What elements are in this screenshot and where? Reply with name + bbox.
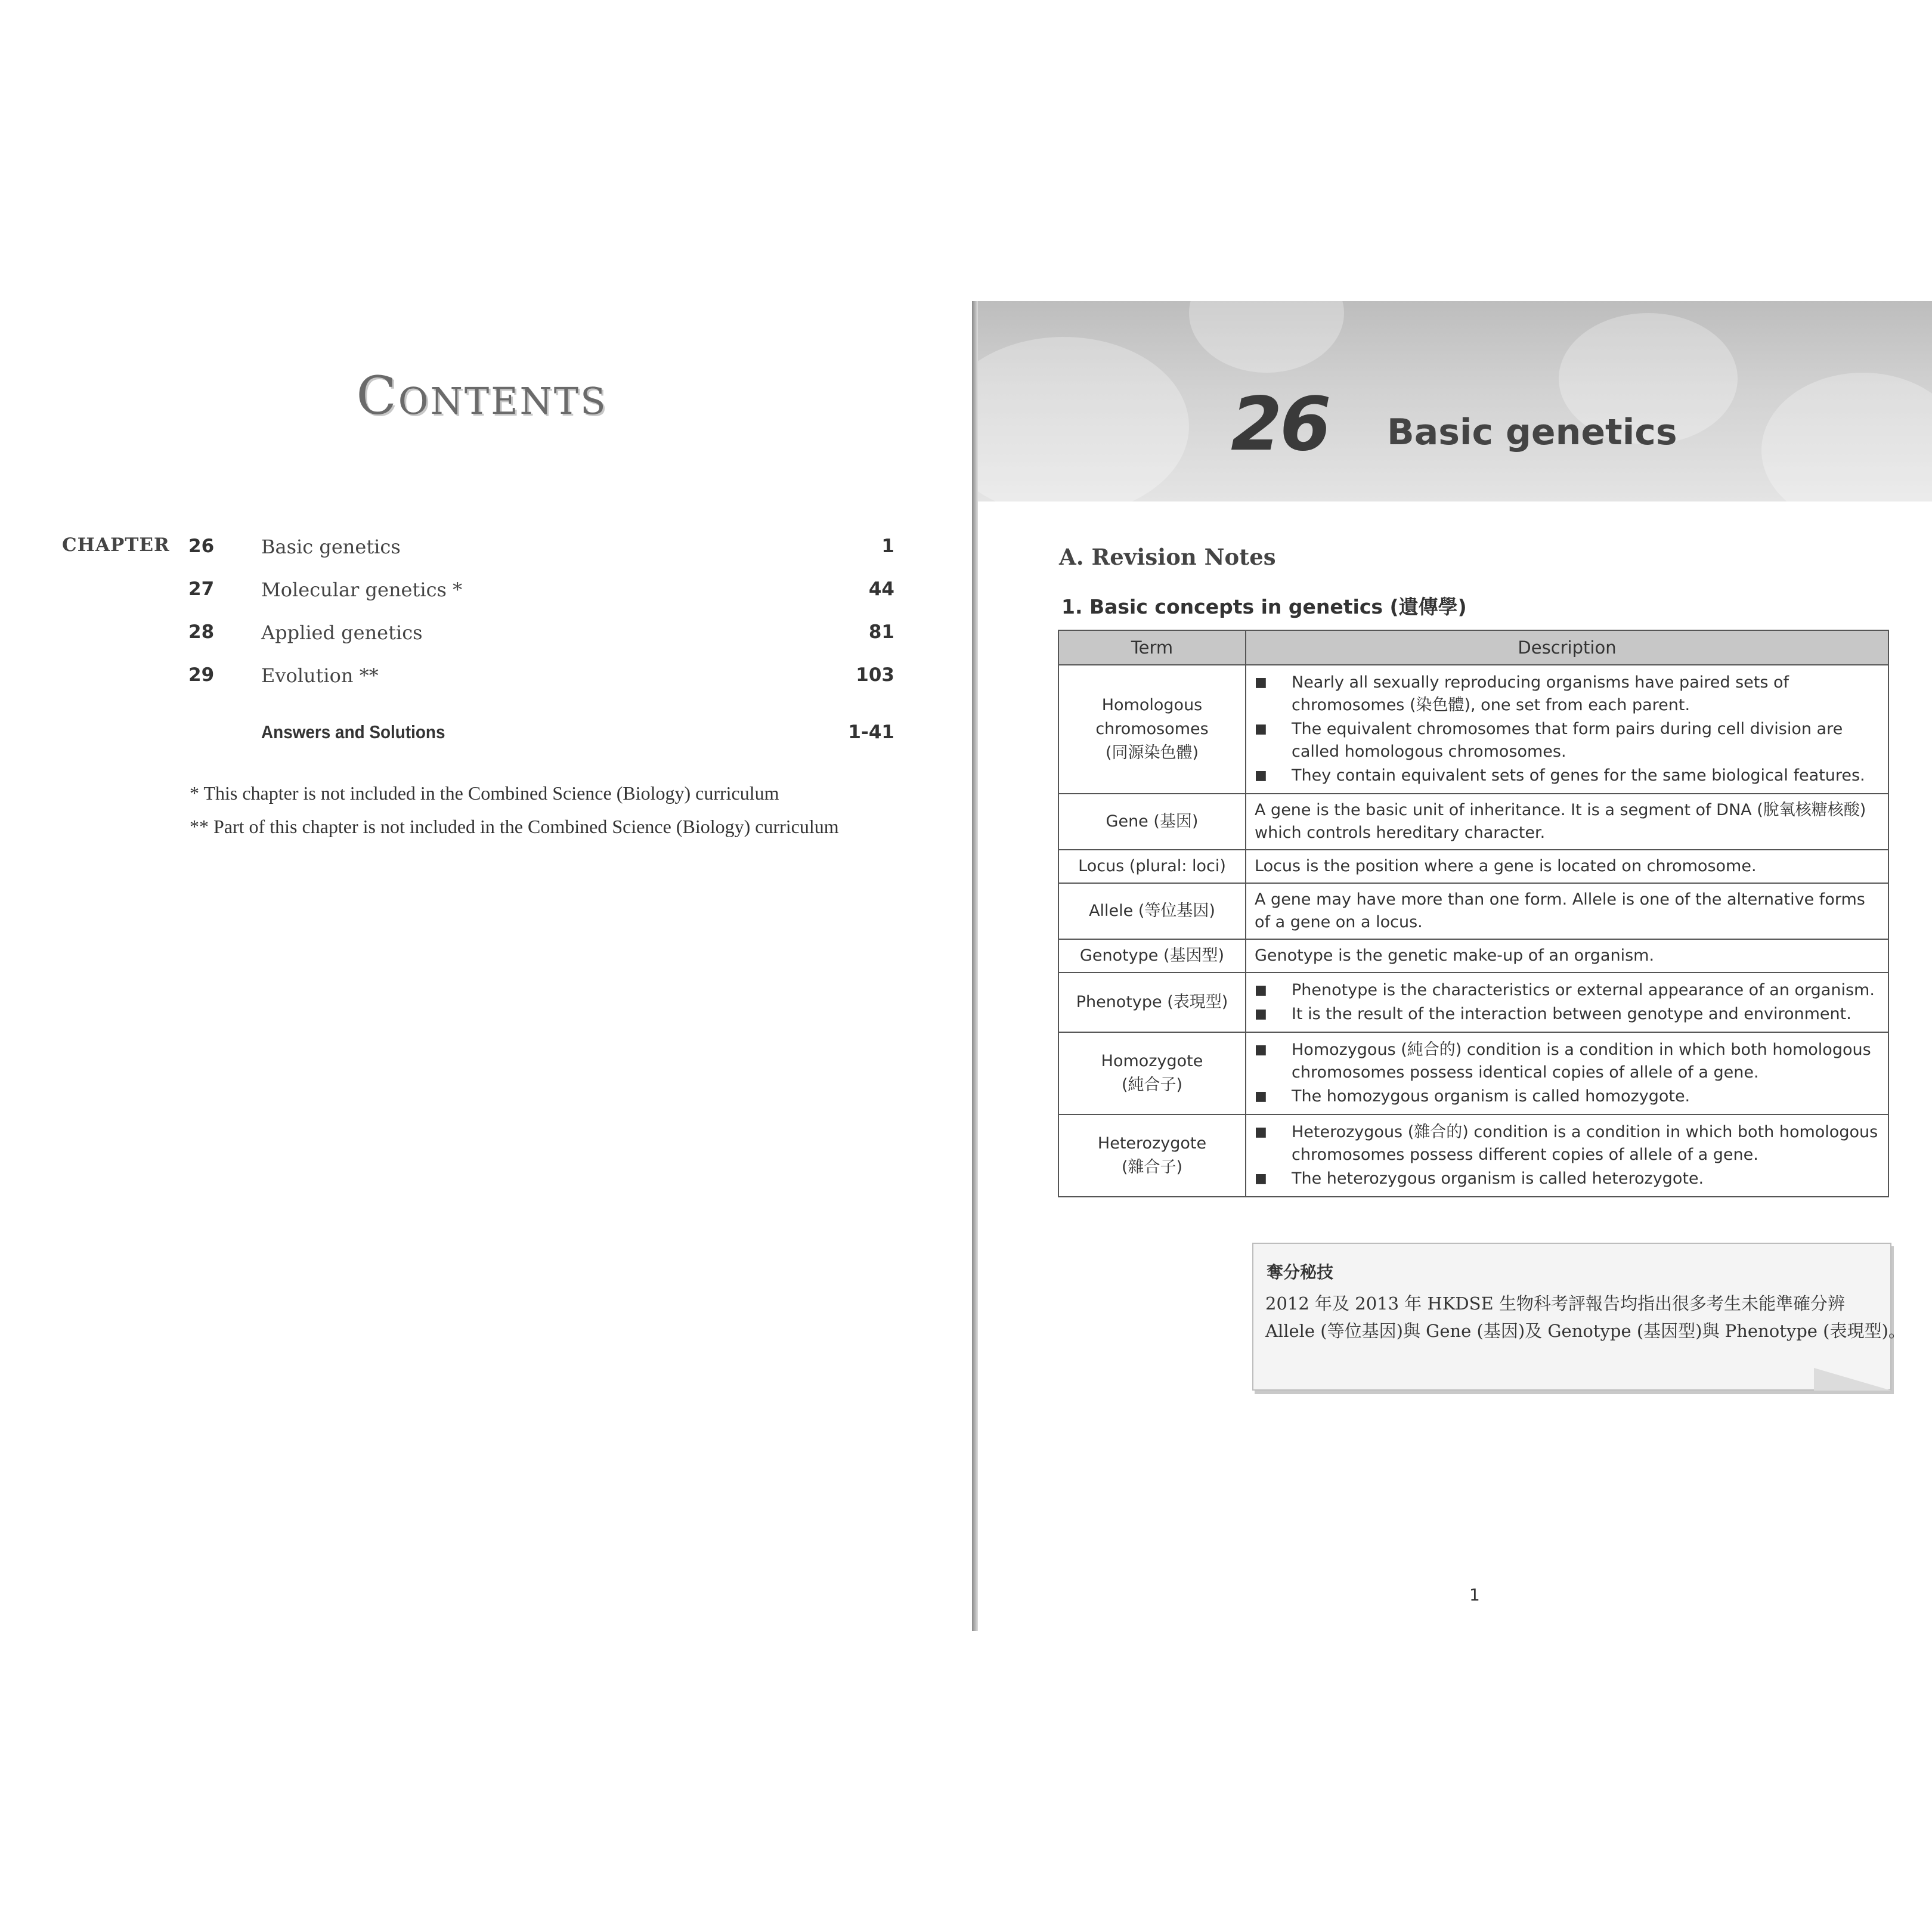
description-cell: Locus is the position where a gene is located on chromosome. xyxy=(1246,850,1888,883)
footnote-single-star: * This chapter is not included in the Combined Science (Biology) curriculum xyxy=(190,782,779,804)
bullet-item xyxy=(1255,1039,1880,1084)
bullet-text: Homozygous (純合的) condition is a condition in which both homologous chromosomes possess identical copies of allele of a gene. xyxy=(1292,1041,1871,1082)
bullet-text: The homozygous organism is called homozygote. xyxy=(1292,1087,1690,1106)
bullet-text: Heterozygous (雜合的) condition is a condition in which both homologous chromosomes possess different copies of allele of a gene. xyxy=(1292,1123,1878,1164)
tip-text-line: Allele (等位基因)與 Gene (基因)及 Genotype (基因型)與 Phenotype (表現型)。 xyxy=(1265,1321,1906,1341)
square-bullet-icon: ■ xyxy=(1255,1171,1267,1186)
tip-text-line: 2012 年及 2013 年 HKDSE 生物科考評報告均指出很多考生未能準確分辨 xyxy=(1265,1293,1845,1314)
term-cell xyxy=(1058,1114,1246,1197)
description-cell: A gene is the basic unit of inheritance. It is a segment of DNA (脫氧核糖核酸) which controls hereditary character. xyxy=(1246,794,1888,850)
bullet-text: Nearly all sexually reproducing organisms have paired sets of chromosomes (染色體), one set from each parent. xyxy=(1292,673,1789,714)
answers-and-solutions: Answers and Solutions xyxy=(261,722,445,742)
chapter-banner xyxy=(974,301,1932,501)
column-header-description: Description xyxy=(1246,630,1888,665)
footnote-double-star: ** Part of this chapter is not included in the Combined Science (Biology) curriculum xyxy=(190,816,839,837)
toc-row-26[interactable] xyxy=(0,535,972,565)
toc-name: Molecular genetics * xyxy=(261,578,463,601)
square-bullet-icon: ■ xyxy=(1255,1125,1267,1140)
toc-number: 28 xyxy=(188,621,215,643)
term-text: Locus (plural: loci) xyxy=(1078,857,1226,875)
description-cell: Genotype is the genetic make-up of an organism. xyxy=(1246,939,1888,973)
term-text: Phenotype (表現型) xyxy=(1076,993,1228,1011)
exam-tip-box xyxy=(1252,1243,1906,1391)
genetics-terms-table xyxy=(1058,630,1889,1197)
bullet-text: Phenotype is the characteristics or external appearance of an organism. xyxy=(1292,981,1875,999)
chapter-number: 26 xyxy=(1231,382,1329,467)
square-bullet-icon: ■ xyxy=(1255,1089,1267,1104)
bullet-item xyxy=(1255,979,1880,1002)
toc-page: 103 xyxy=(856,664,894,686)
table-row xyxy=(1058,883,1888,939)
term-cell xyxy=(1058,883,1246,939)
square-bullet-icon: ■ xyxy=(1255,675,1267,690)
toc-number: 26 xyxy=(188,535,215,557)
bullet-item xyxy=(1255,1121,1880,1166)
toc-row-28[interactable] xyxy=(0,621,972,651)
term-cell xyxy=(1058,665,1246,794)
toc-row-27[interactable] xyxy=(0,578,972,608)
table-row xyxy=(1058,1114,1888,1197)
table-row xyxy=(1058,1032,1888,1114)
bullet-item xyxy=(1255,671,1880,717)
toc-page: 1-41 xyxy=(848,722,894,743)
bullet-text: The heterozygous organism is called heterozygote. xyxy=(1292,1169,1704,1188)
bullet-text: The equivalent chromosomes that form pairs during cell division are called homologous chromosomes. xyxy=(1292,720,1843,761)
toc-row-29[interactable] xyxy=(0,664,972,694)
chapter-title: Basic genetics xyxy=(1387,411,1677,453)
term-cell xyxy=(1058,939,1246,973)
banner-decoration xyxy=(1761,373,1932,501)
term-cell xyxy=(1058,794,1246,850)
bullet-item xyxy=(1255,1003,1880,1026)
contents-title: Contents xyxy=(356,365,608,426)
table-row xyxy=(1058,665,1888,794)
bullet-text: It is the result of the interaction between genotype and environment. xyxy=(1292,1005,1852,1023)
toc-name: Evolution ** xyxy=(261,664,379,687)
square-bullet-icon: ■ xyxy=(1255,1042,1267,1057)
toc-number: 27 xyxy=(188,578,215,600)
bullet-text: They contain equivalent sets of genes for the same biological features. xyxy=(1292,766,1865,785)
term-cell xyxy=(1058,850,1246,883)
description-cell: A gene may have more than one form. Allele is one of the alternative forms of a gene on a locus. xyxy=(1246,883,1888,939)
term-text: Genotype (基因型) xyxy=(1079,946,1225,965)
term-text: (雜合子) xyxy=(1121,1158,1183,1176)
description-cell xyxy=(1246,1114,1888,1197)
chapter-page xyxy=(972,0,1932,1932)
toc-row-answers[interactable] xyxy=(0,722,972,751)
term-text: Gene (基因) xyxy=(1106,812,1199,831)
table-row xyxy=(1058,939,1888,973)
term-text: Allele (等位基因) xyxy=(1089,902,1215,920)
table-row xyxy=(1058,850,1888,883)
term-cell xyxy=(1058,973,1246,1032)
term-text: chromosomes xyxy=(1095,720,1209,738)
square-bullet-icon: ■ xyxy=(1255,722,1267,736)
description-cell xyxy=(1246,973,1888,1032)
page-curl-decoration xyxy=(1814,1368,1891,1391)
bullet-item xyxy=(1255,1085,1880,1108)
tip-title: 奪分秘技 xyxy=(1267,1262,1334,1282)
toc-page: 44 xyxy=(868,578,894,600)
toc-page: 1 xyxy=(881,535,894,557)
column-header-term: Term xyxy=(1058,630,1246,665)
table-row xyxy=(1058,794,1888,850)
term-text: Homologous xyxy=(1101,696,1203,714)
toc-name: Basic genetics xyxy=(261,535,401,558)
banner-decoration xyxy=(1189,301,1344,373)
term-text: (純合子) xyxy=(1121,1076,1183,1094)
section-heading-revision-notes: A. Revision Notes xyxy=(1059,544,1276,570)
table-header-row xyxy=(1058,630,1888,665)
toc-number: 29 xyxy=(188,664,215,686)
description-cell xyxy=(1246,665,1888,794)
toc-page: 81 xyxy=(868,621,894,643)
bullet-item xyxy=(1255,1168,1880,1190)
page-edge xyxy=(972,301,978,1631)
page-number: 1 xyxy=(1469,1585,1480,1605)
subsection-heading: 1. Basic concepts in genetics (遺傳學) xyxy=(1061,595,1467,618)
term-text: (同源染色體) xyxy=(1105,744,1199,762)
chapter-label: CHAPTER xyxy=(62,534,170,556)
term-text: Heterozygote xyxy=(1097,1134,1207,1153)
table-row xyxy=(1058,973,1888,1032)
term-text: Homozygote xyxy=(1101,1052,1203,1070)
term-cell xyxy=(1058,1032,1246,1114)
banner-decoration xyxy=(974,337,1189,501)
bullet-item xyxy=(1255,718,1880,763)
square-bullet-icon: ■ xyxy=(1255,768,1267,783)
square-bullet-icon: ■ xyxy=(1255,1007,1267,1021)
description-cell xyxy=(1246,1032,1888,1114)
toc-name: Applied genetics xyxy=(261,621,423,644)
bullet-item xyxy=(1255,764,1880,787)
square-bullet-icon: ■ xyxy=(1255,983,1267,998)
